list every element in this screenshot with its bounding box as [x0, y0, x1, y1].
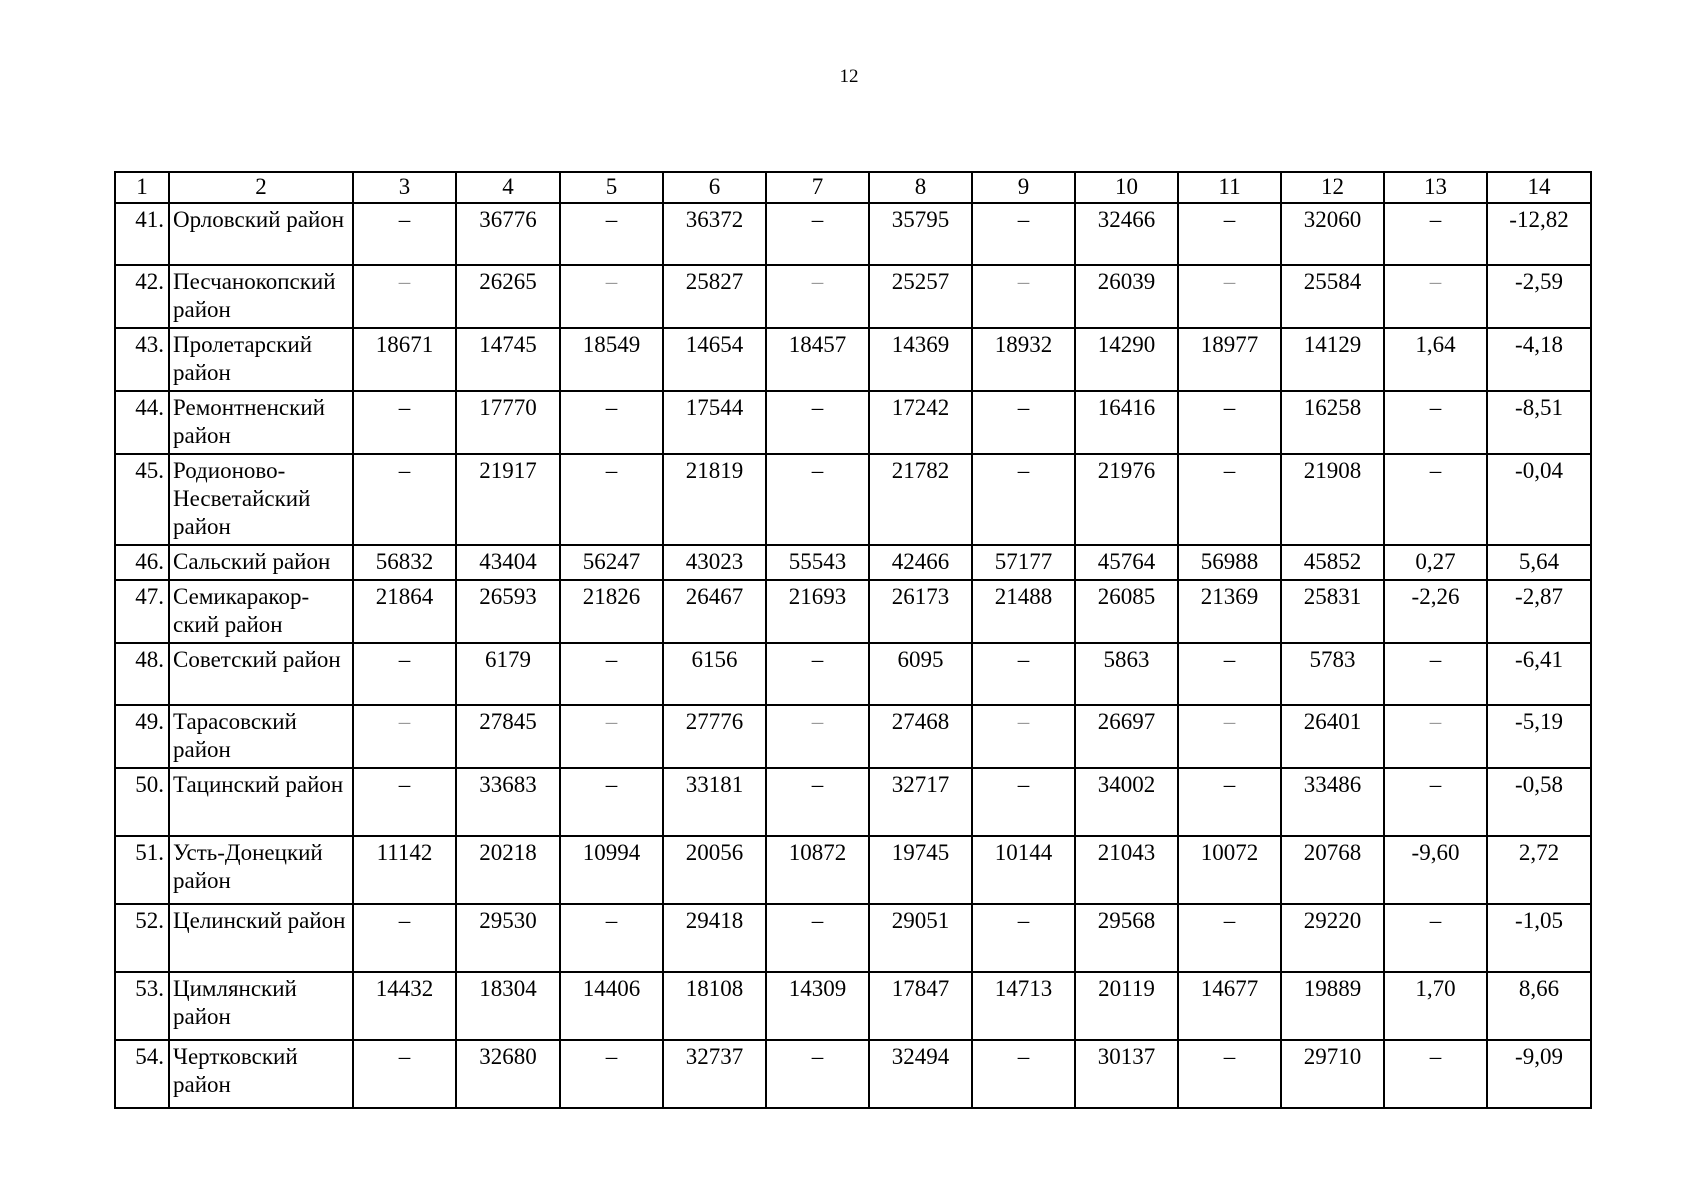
cell-c10: 26085	[1075, 580, 1178, 643]
cell-c9: –	[972, 265, 1075, 328]
row-number: 54.	[115, 1040, 169, 1108]
row-number: 48.	[115, 643, 169, 705]
cell-c13: 0,27	[1384, 545, 1487, 580]
district-name: Сальский район	[169, 545, 353, 580]
cell-c8: 19745	[869, 836, 972, 904]
cell-c8: 35795	[869, 203, 972, 265]
cell-c10: 30137	[1075, 1040, 1178, 1108]
cell-c9: –	[972, 1040, 1075, 1108]
cell-c3: –	[353, 391, 456, 454]
table-row	[115, 391, 1591, 454]
cell-c6: 14654	[663, 328, 766, 391]
row-number: 42.	[115, 265, 169, 328]
cell-c5: –	[560, 643, 663, 705]
cell-c5: –	[560, 265, 663, 328]
cell-c10: 21976	[1075, 454, 1178, 545]
cell-c11: –	[1178, 265, 1281, 328]
table-row	[115, 972, 1591, 1040]
column-header: 1	[115, 172, 169, 203]
cell-c8: 42466	[869, 545, 972, 580]
cell-c5: 21826	[560, 580, 663, 643]
cell-c14: -8,51	[1487, 391, 1591, 454]
cell-c13: –	[1384, 454, 1487, 545]
column-header: 13	[1384, 172, 1487, 203]
cell-c5: 18549	[560, 328, 663, 391]
cell-c13: –	[1384, 768, 1487, 836]
cell-c4: 18304	[456, 972, 560, 1040]
column-header: 4	[456, 172, 560, 203]
cell-c10: 26697	[1075, 705, 1178, 768]
cell-c4: 32680	[456, 1040, 560, 1108]
column-header: 9	[972, 172, 1075, 203]
cell-c11: 18977	[1178, 328, 1281, 391]
cell-c9: 21488	[972, 580, 1075, 643]
district-name: Чертковский район	[169, 1040, 353, 1108]
cell-c13: –	[1384, 1040, 1487, 1108]
cell-c12: 21908	[1281, 454, 1384, 545]
column-header: 5	[560, 172, 663, 203]
cell-c13: –	[1384, 203, 1487, 265]
district-name: Советский район	[169, 643, 353, 705]
cell-c12: 16258	[1281, 391, 1384, 454]
cell-c12: 33486	[1281, 768, 1384, 836]
cell-c7: –	[766, 454, 869, 545]
cell-c4: 43404	[456, 545, 560, 580]
column-header: 3	[353, 172, 456, 203]
cell-c7: 21693	[766, 580, 869, 643]
cell-c8: 27468	[869, 705, 972, 768]
cell-c4: 20218	[456, 836, 560, 904]
cell-c10: 21043	[1075, 836, 1178, 904]
district-name: Тарасовский район	[169, 705, 353, 768]
cell-c6: 32737	[663, 1040, 766, 1108]
cell-c10: 16416	[1075, 391, 1178, 454]
cell-c14: -0,58	[1487, 768, 1591, 836]
cell-c12: 25584	[1281, 265, 1384, 328]
column-header: 10	[1075, 172, 1178, 203]
column-header: 7	[766, 172, 869, 203]
cell-c10: 32466	[1075, 203, 1178, 265]
row-number: 52.	[115, 904, 169, 972]
cell-c6: 26467	[663, 580, 766, 643]
cell-c13: –	[1384, 904, 1487, 972]
cell-c14: -4,18	[1487, 328, 1591, 391]
row-number: 46.	[115, 545, 169, 580]
row-number: 50.	[115, 768, 169, 836]
cell-c6: 36372	[663, 203, 766, 265]
cell-c7: 14309	[766, 972, 869, 1040]
cell-c6: 6156	[663, 643, 766, 705]
cell-c6: 25827	[663, 265, 766, 328]
cell-c5: 10994	[560, 836, 663, 904]
column-header: 14	[1487, 172, 1591, 203]
cell-c6: 29418	[663, 904, 766, 972]
cell-c12: 29710	[1281, 1040, 1384, 1108]
cell-c4: 21917	[456, 454, 560, 545]
cell-c11: –	[1178, 904, 1281, 972]
cell-c9: –	[972, 904, 1075, 972]
district-name: Цимлянский район	[169, 972, 353, 1040]
cell-c11: 21369	[1178, 580, 1281, 643]
cell-c11: –	[1178, 768, 1281, 836]
row-number: 49.	[115, 705, 169, 768]
district-name: Семикаракор-ский район	[169, 580, 353, 643]
cell-c8: 14369	[869, 328, 972, 391]
cell-c14: -1,05	[1487, 904, 1591, 972]
cell-c13: 1,64	[1384, 328, 1487, 391]
table-header-row	[115, 172, 1591, 203]
district-name: Родионово-Несветайский район	[169, 454, 353, 545]
cell-c7: –	[766, 203, 869, 265]
cell-c13: –	[1384, 265, 1487, 328]
cell-c5: –	[560, 768, 663, 836]
cell-c10: 14290	[1075, 328, 1178, 391]
cell-c4: 36776	[456, 203, 560, 265]
column-header: 8	[869, 172, 972, 203]
cell-c8: 21782	[869, 454, 972, 545]
cell-c11: 10072	[1178, 836, 1281, 904]
cell-c5: –	[560, 904, 663, 972]
cell-c9: –	[972, 391, 1075, 454]
cell-c9: –	[972, 643, 1075, 705]
cell-c12: 25831	[1281, 580, 1384, 643]
cell-c6: 17544	[663, 391, 766, 454]
cell-c12: 26401	[1281, 705, 1384, 768]
column-header: 2	[169, 172, 353, 203]
cell-c7: –	[766, 391, 869, 454]
cell-c7: –	[766, 768, 869, 836]
row-number: 43.	[115, 328, 169, 391]
cell-c14: 8,66	[1487, 972, 1591, 1040]
table-row	[115, 580, 1591, 643]
cell-c8: 29051	[869, 904, 972, 972]
table-row	[115, 904, 1591, 972]
cell-c9: 57177	[972, 545, 1075, 580]
cell-c10: 5863	[1075, 643, 1178, 705]
cell-c12: 20768	[1281, 836, 1384, 904]
cell-c4: 14745	[456, 328, 560, 391]
cell-c5: –	[560, 705, 663, 768]
cell-c11: –	[1178, 1040, 1281, 1108]
cell-c9: –	[972, 768, 1075, 836]
district-name: Пролетарский район	[169, 328, 353, 391]
cell-c11: 14677	[1178, 972, 1281, 1040]
cell-c7: 55543	[766, 545, 869, 580]
cell-c12: 19889	[1281, 972, 1384, 1040]
column-header: 6	[663, 172, 766, 203]
cell-c14: 2,72	[1487, 836, 1591, 904]
cell-c3: 56832	[353, 545, 456, 580]
cell-c3: 11142	[353, 836, 456, 904]
column-header: 12	[1281, 172, 1384, 203]
cell-c8: 17847	[869, 972, 972, 1040]
cell-c3: 14432	[353, 972, 456, 1040]
cell-c11: –	[1178, 391, 1281, 454]
cell-c3: –	[353, 265, 456, 328]
cell-c12: 32060	[1281, 203, 1384, 265]
cell-c5: –	[560, 391, 663, 454]
cell-c3: 18671	[353, 328, 456, 391]
district-name: Усть-Донецкий район	[169, 836, 353, 904]
row-number: 45.	[115, 454, 169, 545]
cell-c8: 32717	[869, 768, 972, 836]
cell-c4: 29530	[456, 904, 560, 972]
cell-c9: 18932	[972, 328, 1075, 391]
cell-c9: 10144	[972, 836, 1075, 904]
cell-c5: –	[560, 454, 663, 545]
cell-c14: -6,41	[1487, 643, 1591, 705]
district-name: Целинский район	[169, 904, 353, 972]
cell-c6: 27776	[663, 705, 766, 768]
cell-c3: –	[353, 643, 456, 705]
cell-c8: 25257	[869, 265, 972, 328]
cell-c3: –	[353, 1040, 456, 1108]
cell-c6: 33181	[663, 768, 766, 836]
cell-c3: –	[353, 768, 456, 836]
cell-c13: -2,26	[1384, 580, 1487, 643]
cell-c9: –	[972, 203, 1075, 265]
row-number: 44.	[115, 391, 169, 454]
cell-c10: 45764	[1075, 545, 1178, 580]
cell-c8: 26173	[869, 580, 972, 643]
cell-c4: 27845	[456, 705, 560, 768]
cell-c13: –	[1384, 643, 1487, 705]
cell-c14: -2,59	[1487, 265, 1591, 328]
table-row	[115, 705, 1591, 768]
cell-c12: 45852	[1281, 545, 1384, 580]
cell-c5: –	[560, 203, 663, 265]
table-row	[115, 1040, 1591, 1108]
cell-c5: 14406	[560, 972, 663, 1040]
cell-c8: 6095	[869, 643, 972, 705]
cell-c14: -12,82	[1487, 203, 1591, 265]
cell-c11: 56988	[1178, 545, 1281, 580]
table-row	[115, 643, 1591, 705]
cell-c9: 14713	[972, 972, 1075, 1040]
cell-c5: 56247	[560, 545, 663, 580]
table-row	[115, 454, 1591, 545]
table-row	[115, 545, 1591, 580]
cell-c14: -9,09	[1487, 1040, 1591, 1108]
table-row	[115, 203, 1591, 265]
cell-c13: -9,60	[1384, 836, 1487, 904]
cell-c14: -2,87	[1487, 580, 1591, 643]
page-number: 12	[839, 66, 859, 87]
cell-c10: 20119	[1075, 972, 1178, 1040]
cell-c13: 1,70	[1384, 972, 1487, 1040]
cell-c6: 18108	[663, 972, 766, 1040]
cell-c13: –	[1384, 391, 1487, 454]
cell-c11: –	[1178, 705, 1281, 768]
row-number: 53.	[115, 972, 169, 1040]
cell-c6: 20056	[663, 836, 766, 904]
district-table	[114, 171, 1592, 1109]
cell-c3: –	[353, 454, 456, 545]
table-row	[115, 265, 1591, 328]
cell-c6: 43023	[663, 545, 766, 580]
district-name: Песчанокопский район	[169, 265, 353, 328]
cell-c4: 26265	[456, 265, 560, 328]
cell-c3: –	[353, 904, 456, 972]
cell-c11: –	[1178, 643, 1281, 705]
cell-c3: 21864	[353, 580, 456, 643]
table-row	[115, 768, 1591, 836]
row-number: 47.	[115, 580, 169, 643]
cell-c9: –	[972, 454, 1075, 545]
cell-c3: –	[353, 203, 456, 265]
cell-c6: 21819	[663, 454, 766, 545]
cell-c7: –	[766, 705, 869, 768]
cell-c4: 17770	[456, 391, 560, 454]
cell-c7: –	[766, 904, 869, 972]
cell-c11: –	[1178, 203, 1281, 265]
cell-c4: 6179	[456, 643, 560, 705]
cell-c8: 17242	[869, 391, 972, 454]
row-number: 51.	[115, 836, 169, 904]
cell-c12: 14129	[1281, 328, 1384, 391]
cell-c8: 32494	[869, 1040, 972, 1108]
cell-c10: 26039	[1075, 265, 1178, 328]
cell-c12: 29220	[1281, 904, 1384, 972]
cell-c5: –	[560, 1040, 663, 1108]
cell-c11: –	[1178, 454, 1281, 545]
cell-c10: 29568	[1075, 904, 1178, 972]
cell-c4: 33683	[456, 768, 560, 836]
cell-c10: 34002	[1075, 768, 1178, 836]
cell-c9: –	[972, 705, 1075, 768]
table-row	[115, 328, 1591, 391]
table-row	[115, 836, 1591, 904]
cell-c3: –	[353, 705, 456, 768]
cell-c4: 26593	[456, 580, 560, 643]
cell-c7: –	[766, 265, 869, 328]
cell-c7: –	[766, 643, 869, 705]
cell-c12: 5783	[1281, 643, 1384, 705]
cell-c7: –	[766, 1040, 869, 1108]
cell-c14: 5,64	[1487, 545, 1591, 580]
district-name: Орловский район	[169, 203, 353, 265]
cell-c7: 10872	[766, 836, 869, 904]
district-name: Тацинский район	[169, 768, 353, 836]
cell-c14: -5,19	[1487, 705, 1591, 768]
cell-c13: –	[1384, 705, 1487, 768]
district-name: Ремонтненский район	[169, 391, 353, 454]
column-header: 11	[1178, 172, 1281, 203]
cell-c7: 18457	[766, 328, 869, 391]
row-number: 41.	[115, 203, 169, 265]
cell-c14: -0,04	[1487, 454, 1591, 545]
